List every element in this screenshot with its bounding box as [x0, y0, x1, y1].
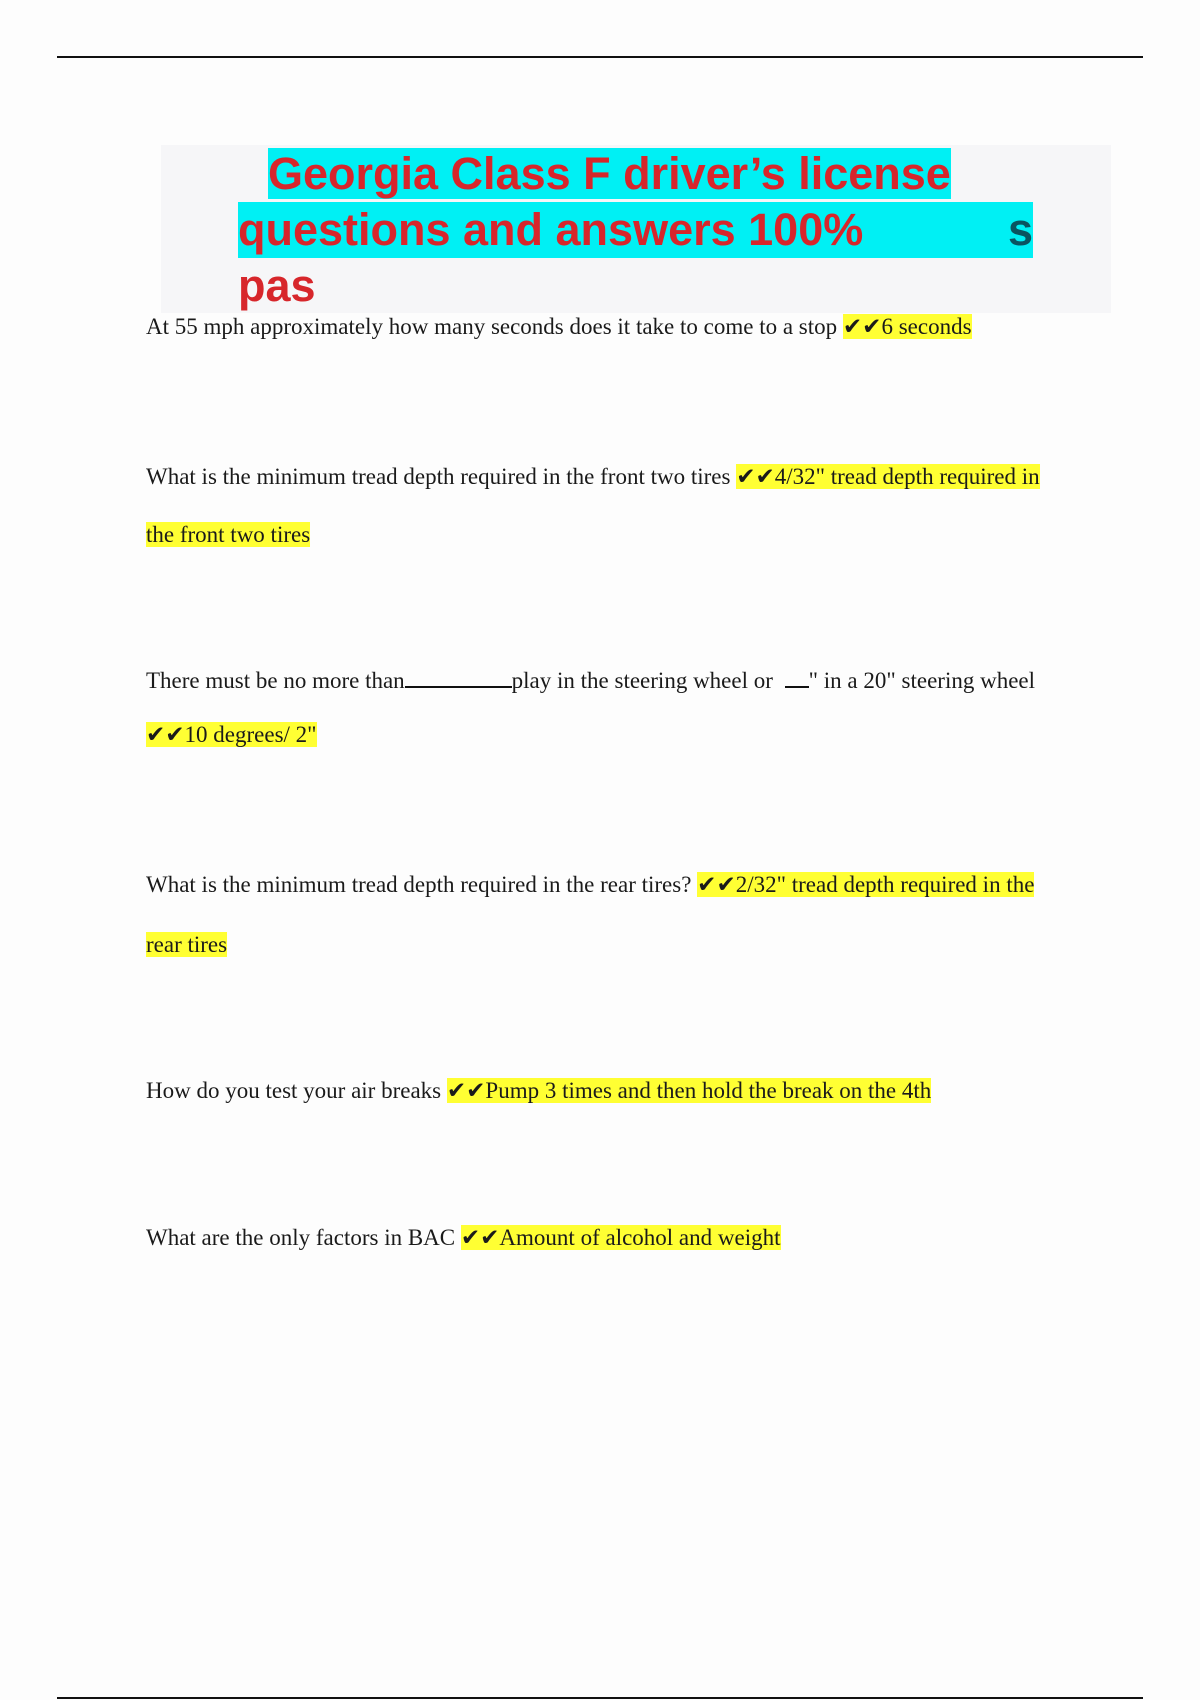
answer-text: ✔✔2/32" tread depth required in the — [697, 872, 1035, 897]
question-text-part-3: " in a 20" steering wheel — [808, 668, 1036, 693]
fill-in-blank-short — [785, 666, 809, 688]
qa-item-2 — [146, 448, 1096, 506]
title-line-2-text: questions and answers 100% — [238, 204, 864, 255]
answer-text: ✔✔Amount of alcohol and weight — [460, 1225, 781, 1250]
qa-item-1 — [146, 298, 1096, 356]
question-text: How do you test your air breaks — [146, 1078, 447, 1103]
title-line-1-text: Georgia Class F driver’s license — [268, 148, 951, 199]
footer-rule — [57, 1697, 1143, 1699]
document-title-line-1 — [268, 146, 951, 202]
header-rule — [57, 56, 1143, 58]
title-line-2-highlight — [238, 202, 1033, 258]
answer-text: ✔✔Pump 3 times and then hold the break on the 4th — [446, 1078, 932, 1103]
answer-text: ✔✔10 degrees/ 2" — [146, 722, 317, 747]
qa-item-3 — [146, 652, 1096, 710]
qa-item-4 — [146, 856, 1096, 914]
title-line-3-text: pas — [238, 260, 316, 311]
question-text: What are the only factors in BAC — [146, 1225, 461, 1250]
title-line-2-trailing: s — [1007, 204, 1033, 255]
answer-text: ✔✔6 seconds — [842, 314, 972, 339]
fill-in-blank-long — [405, 666, 512, 688]
qa-item-2-continuation — [146, 506, 1096, 564]
question-text: At 55 mph approximately how many seconds does it take to come to a stop — [146, 314, 843, 339]
qa-item-3-answer — [146, 706, 1096, 764]
answer-text-continued: the front two tires — [146, 522, 311, 547]
answer-text-continued: rear tires — [146, 932, 228, 957]
answer-text: ✔✔4/32" tread depth required in — [736, 464, 1040, 489]
question-text-part-1: There must be no more than — [146, 668, 405, 693]
document-title-line-2 — [238, 202, 1033, 258]
question-text: What is the minimum tread depth required in the rear tires? — [146, 872, 698, 897]
qa-item-5 — [146, 1062, 1096, 1120]
question-text: What is the minimum tread depth required in the front two tires — [146, 464, 737, 489]
qa-item-6 — [146, 1209, 1096, 1267]
question-text-part-2: play in the steering wheel or — [511, 668, 779, 693]
qa-item-4-continuation — [146, 916, 1096, 974]
